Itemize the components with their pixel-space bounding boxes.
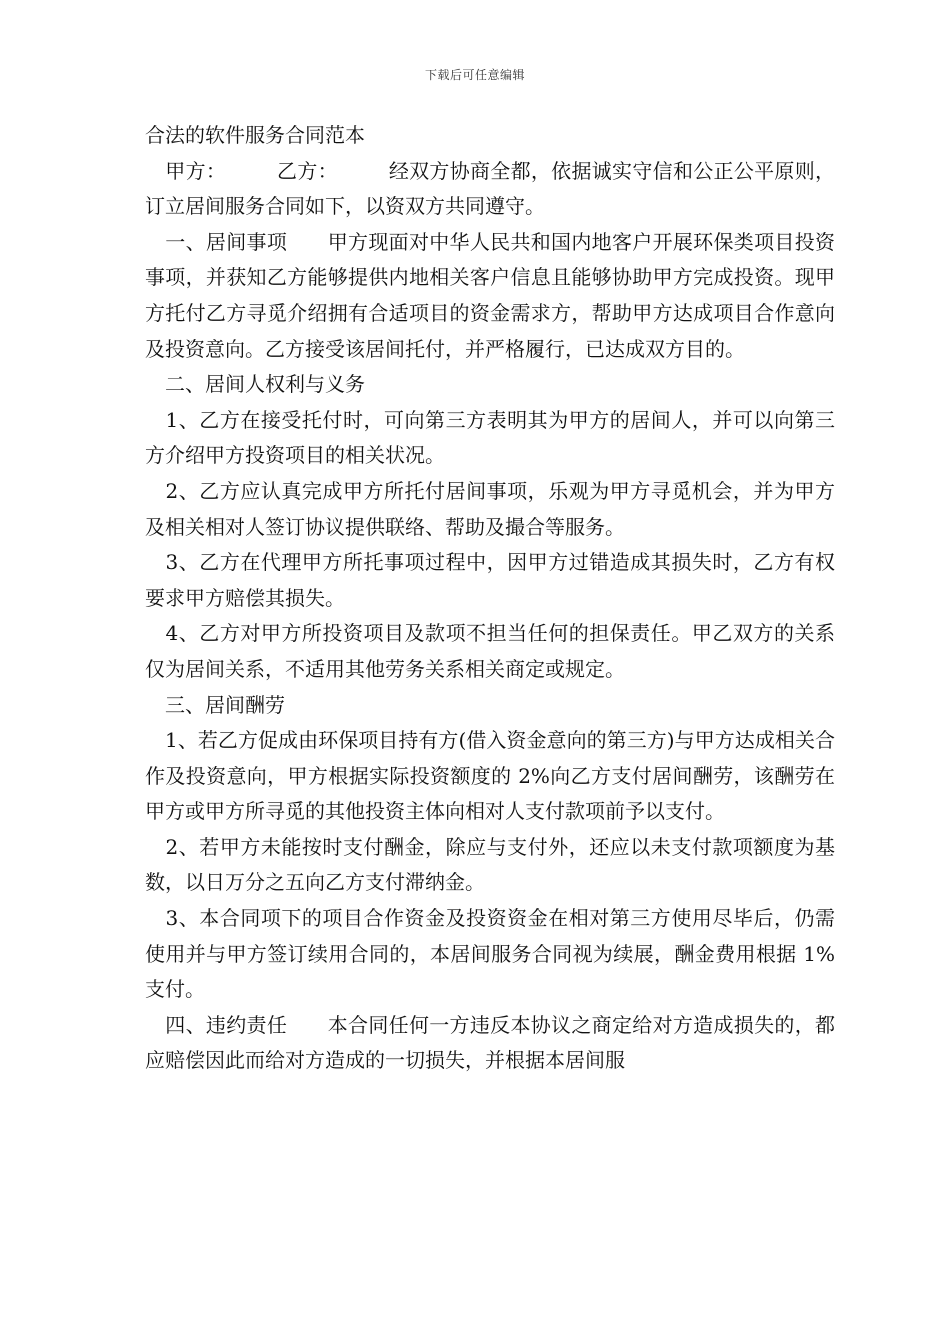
paragraph-section-4: 四、违约责任 本合同任何一方违反本协议之商定给对方造成损失的，都应赔偿因此而给对方造成的一切损失，并根据本居间服 [145, 1012, 835, 1073]
clause-3-2: 2、若甲方未能按时支付酬金，除应与支付外，还应以未支付款项额度为基数，以日万分之五向乙方支付滞纳金。 [145, 834, 835, 895]
section-heading-2: 二、居间人权利与义务 [145, 372, 365, 397]
paragraph-section-1: 一、居间事项 甲方现面对中华人民共和国内地客户开展环保类项目投资 事项，并获知乙方能够提供内地相关客户信息且能够协助甲方完成投资。现甲方托付乙方寻觅介绍拥有合适项目的资金需求方，帮助甲方达成项目合作意向及投资意向。乙方接受该居间托付，并严格履行，已达成双方目的。 [145, 229, 835, 361]
clause-3-1: 1、若乙方促成由环保项目持有方(借入资金意向的第三方)与甲方达成相关合作及投资意向，甲方根据实际投资额度的 2%向乙方支付居间酬劳，该酬劳在甲方或甲方所寻觅的其他投资主体向相对人支付款项前予以支付。 [145, 728, 835, 824]
header-note: 下载后可任意编辑 [424, 68, 525, 82]
clause-2-2: 2、乙方应认真完成甲方所托付居间事项，乐观为甲方寻觅机会，并为甲方及相关相对人签订协议提供联络、帮助及撮合等服务。 [145, 478, 835, 539]
document-body [145, 118, 835, 1079]
document-title: 合法的软件服务合同范本 [145, 123, 365, 147]
clause-3-3: 3、本合同项下的项目合作资金及投资资金在相对第三方使用尽毕后，仍需使用并与甲方签订续用合同的，本居间服务合同视为续展，酬金费用根据 1%支付。 [145, 906, 835, 1002]
paragraph-parties: 甲方： 乙方： 经双方协商全都，依据诚实守信和公正公平原则，订立居间服务合同如下，以资双方共同遵守。 [145, 158, 835, 219]
clause-2-4: 4、乙方对甲方所投资项目及款项不担当任何的担保责任。甲乙双方的关系仅为居间关系，不适用其他劳务关系相关商定或规定。 [145, 621, 835, 681]
section-heading-3: 三、居间酬劳 [145, 692, 285, 717]
clause-2-1: 1、乙方在接受托付时，可向第三方表明其为甲方的居间人，并可以向第三方介绍甲方投资项目的相关状况。 [145, 407, 835, 468]
clause-2-3: 3、乙方在代理甲方所托事项过程中，因甲方过错造成其损失时，乙方有权要求甲方赔偿其损失。 [145, 550, 835, 610]
